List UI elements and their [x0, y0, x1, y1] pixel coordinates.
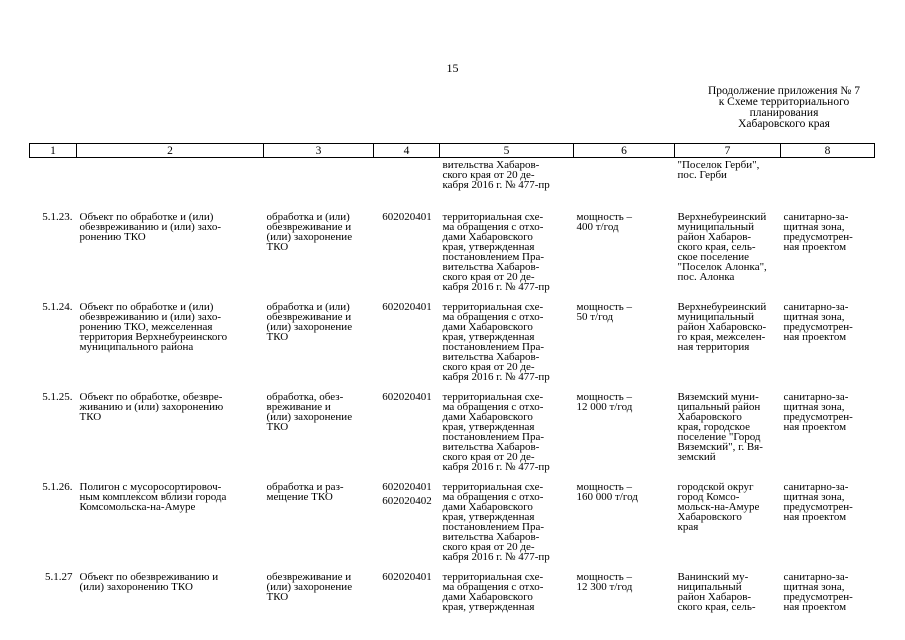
table-row	[30, 212, 875, 302]
capacity-cell: мощность – 50 т/год	[576, 301, 633, 323]
table-row	[30, 158, 875, 213]
basis-cell: территориальная схе- ма обращения с отхо- дами Хабаровского края, утвержденная постановлением Пра- вительства Хабаров- ского края от 20 де- кабря 2016 г. № 477-пр	[442, 301, 550, 383]
code-cell	[374, 212, 440, 302]
appendix-note	[686, 86, 882, 130]
row-number-cell: 5.1.27	[45, 571, 73, 583]
page-number: 15	[446, 61, 459, 75]
zone-cell: санитарно-за- щитная зона, предусмотрен- ная проектом	[783, 481, 853, 523]
code-cell	[374, 302, 440, 392]
location-cell: городской округ город Комсо- мольск-на-Амуре Хабаровского края	[677, 481, 760, 533]
location-cell: Вяземский муни- ципальный район Хабаровского края, городское поселение "Город Вяземский", г. Вя- земский	[677, 391, 763, 463]
zone-cell	[781, 158, 875, 213]
classification-code: 602020401	[382, 391, 432, 403]
row-number-cell: 5.1.25.	[42, 391, 73, 403]
purpose-cell: обработка и (или) обезвреживание и (или) захоронение ТКО	[266, 211, 353, 253]
capacity-cell: мощность – 12 300 т/год	[576, 571, 633, 593]
column-header: 5	[440, 144, 574, 158]
code-cell	[374, 572, 440, 622]
objects-table	[29, 143, 875, 622]
object-name-cell: Объект по обработке и (или) обезвреживанию и (или) захо- ронению ТКО, межселенная территория Верхнебуреинского муниципального района	[79, 301, 228, 353]
appendix-note-line: планирования	[749, 107, 819, 119]
column-header: 3	[264, 144, 374, 158]
table-row	[30, 572, 875, 622]
table-row	[30, 482, 875, 572]
table-row	[30, 302, 875, 392]
basis-cell: территориальная схе- ма обращения с отхо- дами Хабаровского края, утвержденная	[442, 571, 544, 613]
appendix-note-line: Продолжение приложения № 7	[707, 85, 861, 97]
zone-cell: санитарно-за- щитная зона, предусмотрен- ная проектом	[783, 571, 853, 613]
capacity-cell: мощность – 160 000 т/год	[576, 481, 638, 503]
appendix-note-line: Хабаровского края	[738, 118, 830, 130]
classification-code: 602020401	[382, 301, 432, 313]
location-cell: "Поселок Герби", пос. Герби	[677, 159, 760, 181]
row-number-cell	[30, 158, 77, 213]
column-number-row	[30, 144, 875, 158]
zone-cell: санитарно-за- щитная зона, предусмотрен- ная проектом	[783, 211, 853, 253]
classification-code: 602020401	[382, 571, 432, 583]
location-cell: Верхнебуреинский муниципальный район Хабаров- ского края, сель- ское поселение "Поселок Алонка", пос. Алонка	[677, 211, 767, 283]
column-header: 1	[30, 144, 77, 158]
code-cell	[374, 158, 440, 213]
object-name-cell: Объект по обработке, обезвре- живанию и (или) захоронению ТКО	[79, 391, 224, 423]
zone-cell: санитарно-за- щитная зона, предусмотрен- ная проектом	[783, 301, 853, 343]
code-cell	[374, 392, 440, 482]
purpose-cell: обезвреживание и (или) захоронение ТКО	[266, 571, 353, 603]
purpose-cell: обработка и раз- мещение ТКО	[266, 481, 344, 503]
capacity-cell: мощность – 12 000 т/год	[576, 391, 633, 413]
purpose-cell	[264, 158, 374, 213]
object-name-cell: Объект по обработке и (или) обезвреживанию и (или) захо- ронению ТКО	[79, 211, 221, 243]
object-name-cell: Объект по обезвреживанию и (или) захоронению ТКО	[79, 571, 219, 593]
basis-cell: территориальная схе- ма обращения с отхо- дами Хабаровского края, утвержденная постановлением Пра- вительства Хабаров- ского края от 20 де- кабря 2016 г. № 477-пр	[442, 391, 550, 473]
row-number-cell: 5.1.24.	[42, 301, 73, 313]
row-number-cell: 5.1.23.	[42, 211, 73, 223]
column-header: 7	[675, 144, 781, 158]
column-header: 4	[374, 144, 440, 158]
purpose-cell: обработка, обез- вреживание и (или) захоронение ТКО	[266, 391, 353, 433]
classification-code: 602020401	[382, 481, 432, 493]
zone-cell: санитарно-за- щитная зона, предусмотрен- ная проектом	[783, 391, 853, 433]
object-name-cell: Полигон с мусоросортировоч- ным комплексом вблизи города Комсомольска-на-Амуре	[79, 481, 227, 513]
code-cell	[374, 482, 440, 572]
column-header: 2	[77, 144, 264, 158]
capacity-cell	[574, 158, 675, 213]
basis-cell: территориальная схе- ма обращения с отхо- дами Хабаровского края, утвержденная постановлением Пра- вительства Хабаров- ского края от 20 де- кабря 2016 г. № 477-пр	[442, 481, 550, 563]
table-row	[30, 392, 875, 482]
row-number-cell: 5.1.26.	[42, 481, 73, 493]
table-body	[30, 158, 875, 623]
classification-code: 602020401	[382, 211, 432, 223]
classification-code: 602020402	[382, 495, 432, 507]
column-header: 6	[574, 144, 675, 158]
object-name-cell	[77, 158, 264, 213]
location-cell: Ванинский му- ниципальный район Хабаров- ского края, сель-	[677, 571, 756, 613]
location-cell: Верхнебуреинский муниципальный район Хабаровско- го края, межселен- ная территория	[677, 301, 767, 353]
basis-cell: вительства Хабаров- ского края от 20 де- кабря 2016 г. № 477-пр	[442, 159, 550, 191]
capacity-cell: мощность – 400 т/год	[576, 211, 633, 233]
appendix-note-line: к Схеме территориального	[718, 96, 850, 108]
purpose-cell: обработка и (или) обезвреживание и (или) захоронение ТКО	[266, 301, 353, 343]
column-header: 8	[781, 144, 875, 158]
basis-cell: территориальная схе- ма обращения с отхо- дами Хабаровского края, утвержденная постановлением Пра- вительства Хабаров- ского края от 20 де- кабря 2016 г. № 477-пр	[442, 211, 550, 293]
